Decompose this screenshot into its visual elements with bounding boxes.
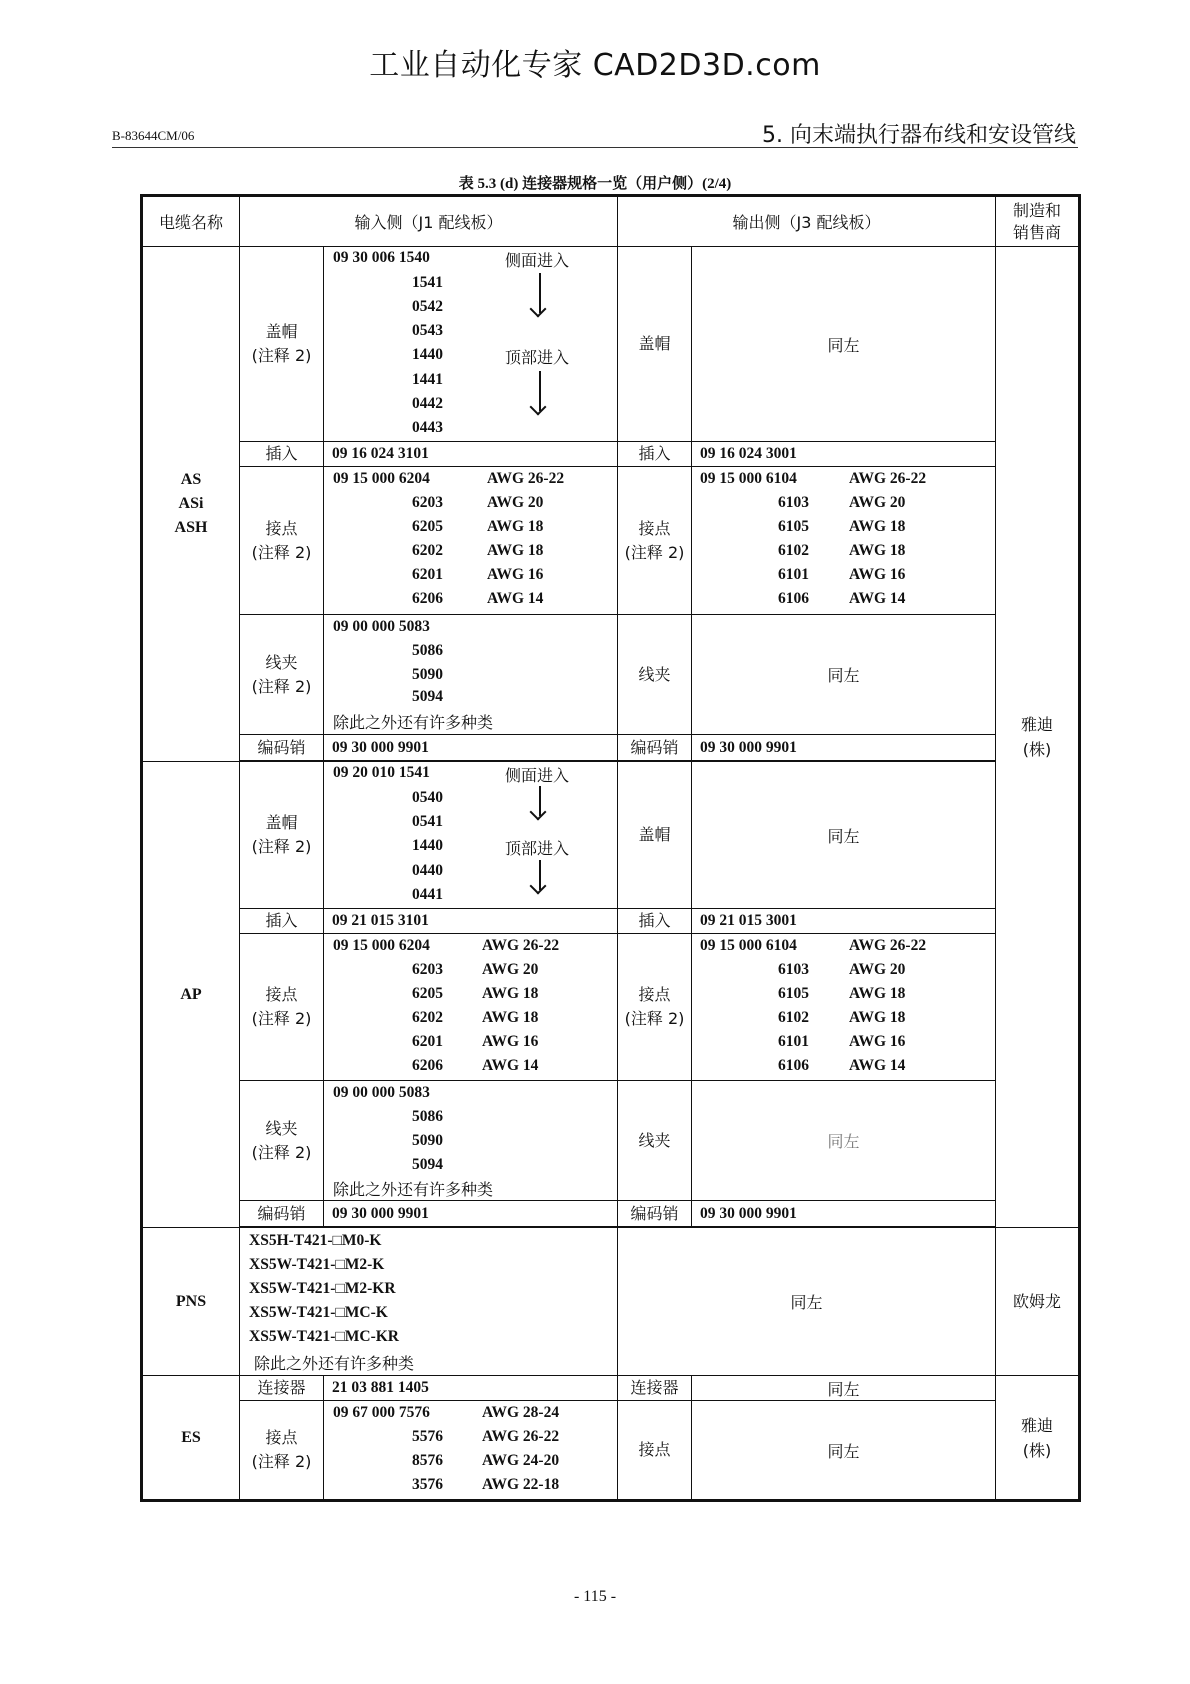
es-connector-input: 21 03 881 1405 xyxy=(324,1376,618,1401)
part-number: 8576 xyxy=(412,1452,443,1469)
ap-insert-row xyxy=(142,909,1080,934)
part-number: 3576 xyxy=(412,1476,443,1493)
contact-label: 接点 xyxy=(265,985,298,1004)
awg-size: AWG 14 xyxy=(487,590,544,607)
part-number: 5090 xyxy=(412,1132,443,1149)
awg-size: AWG 26-22 xyxy=(849,470,927,487)
es-connector-out-label: 连接器 xyxy=(618,1376,692,1401)
ap-clamp-output: 同左 xyxy=(692,1081,996,1201)
ap-clamp-label xyxy=(240,1081,324,1201)
part-number: 5090 xyxy=(412,666,443,683)
part-number: 09 00 000 5083 xyxy=(333,618,430,635)
note2-label: (注释 2) xyxy=(624,1009,685,1028)
awg-size: AWG 20 xyxy=(482,961,539,978)
top-entry-label: 顶部进入 xyxy=(505,348,570,367)
contact-label: 接点 xyxy=(638,985,671,1004)
arrow-down-icon xyxy=(539,371,541,411)
ap-cap-row xyxy=(142,762,1080,909)
part-number: 09 30 006 1540 xyxy=(333,249,430,266)
es-contact-input xyxy=(324,1401,618,1501)
top-entry-label: 顶部进入 xyxy=(505,839,570,858)
awg-size: AWG 18 xyxy=(482,1009,539,1026)
part-number: 09 15 000 6204 xyxy=(333,937,430,954)
ap-cap-input xyxy=(324,762,618,909)
part-number: 6205 xyxy=(412,518,443,535)
ap-coding-output: 09 30 000 9901 xyxy=(692,1201,996,1227)
awg-size: AWG 18 xyxy=(849,542,906,559)
ap-coding-row xyxy=(142,1201,1080,1227)
pns-row xyxy=(142,1228,1080,1376)
as-insert-output: 09 16 024 3001 xyxy=(692,442,996,467)
note2-label: (注释 2) xyxy=(251,542,312,562)
part-number: 5086 xyxy=(412,1108,443,1125)
maker-omron: 欧姆龙 xyxy=(996,1228,1080,1376)
as-cap-output: 同左 xyxy=(692,247,996,442)
ap-coding-out-label: 编码销 xyxy=(618,1201,692,1227)
part-number: XS5W-T421-□M2-K xyxy=(249,1256,385,1273)
ap-cap-label xyxy=(240,762,324,909)
pns-input xyxy=(240,1228,618,1376)
es-contact-output: 同左 xyxy=(692,1401,996,1501)
part-number: 5086 xyxy=(412,642,443,659)
note2-label: (注释 2) xyxy=(251,346,312,365)
ap-coding-input: 09 30 000 9901 xyxy=(324,1201,618,1227)
side-entry-label: 侧面进入 xyxy=(505,251,570,270)
part-number: 6206 xyxy=(412,590,443,607)
awg-size: AWG 22-18 xyxy=(482,1476,560,1493)
ap-insert-label: 插入 xyxy=(240,909,324,934)
part-number: 6202 xyxy=(412,542,443,559)
maker-harting-es: 雅迪 (株) xyxy=(996,1376,1080,1501)
awg-size: AWG 16 xyxy=(849,1033,906,1050)
awg-size: AWG 26-22 xyxy=(849,937,927,954)
as-coding-label: 编码销 xyxy=(240,735,324,761)
part-number: 0443 xyxy=(412,419,443,436)
awg-size: AWG 26-22 xyxy=(482,937,560,954)
header-cable-name: 电缆名称 xyxy=(142,196,240,247)
as-contact-out-label xyxy=(618,467,692,615)
awg-size: AWG 28-24 xyxy=(482,1404,560,1421)
ap-contact-label xyxy=(240,934,324,1081)
part-number: 09 00 000 5083 xyxy=(333,1084,430,1101)
awg-size: AWG 18 xyxy=(482,985,539,1002)
part-number: XS5W-T421-□MC-K xyxy=(249,1304,388,1321)
as-insert-out-label: 插入 xyxy=(618,442,692,467)
as-contact-label xyxy=(240,467,324,615)
as-clamp-row xyxy=(142,615,1080,735)
part-number: 6105 xyxy=(778,985,809,1002)
part-number: XS5W-T421-□M2-KR xyxy=(249,1280,396,1297)
part-number: 6106 xyxy=(778,1057,809,1074)
part-number: 6101 xyxy=(778,566,809,583)
as-contact-row xyxy=(142,467,1080,615)
as-cap-row xyxy=(142,247,1080,442)
header-maker: 制造和 销售商 xyxy=(996,196,1080,247)
part-number: 6206 xyxy=(412,1057,443,1074)
awg-size: AWG 18 xyxy=(487,518,544,535)
as-insert-input: 09 16 024 3101 xyxy=(324,442,618,467)
part-number: 6205 xyxy=(412,985,443,1002)
part-number: 6102 xyxy=(778,1009,809,1026)
ap-clamp-row xyxy=(142,1081,1080,1201)
ap-clamp-input xyxy=(324,1081,618,1201)
contact-label: 接点 xyxy=(265,1428,298,1447)
clamp-label: 线夹 xyxy=(265,652,298,672)
part-number: 0442 xyxy=(412,395,443,412)
part-number: 6201 xyxy=(412,1033,443,1050)
as-clamp-output: 同左 xyxy=(692,615,996,735)
awg-size: AWG 14 xyxy=(849,1057,906,1074)
part-number: 5094 xyxy=(412,688,443,705)
part-number: 0542 xyxy=(412,298,443,315)
part-number: 6103 xyxy=(778,961,809,978)
header-rule xyxy=(112,147,1078,148)
awg-size: AWG 24-20 xyxy=(482,1452,560,1469)
as-contact-input xyxy=(324,467,618,615)
note2-label: (注释 2) xyxy=(251,1009,312,1028)
as-clamp-input xyxy=(324,615,618,735)
es-connector-label: 连接器 xyxy=(240,1376,324,1401)
part-number: 6105 xyxy=(778,518,809,535)
ap-cap-output: 同左 xyxy=(692,762,996,909)
part-number: 6203 xyxy=(412,494,443,511)
part-number: 1440 xyxy=(412,346,443,363)
ap-coding-label: 编码销 xyxy=(240,1201,324,1227)
side-entry-label: 侧面进入 xyxy=(505,766,570,785)
many-others-note: 除此之外还有许多种类 xyxy=(254,1354,415,1373)
part-number: 6103 xyxy=(778,494,809,511)
arrow-down-icon xyxy=(539,786,541,816)
as-coding-output: 09 30 000 9901 xyxy=(692,735,996,761)
awg-size: AWG 18 xyxy=(487,542,544,559)
awg-size: AWG 14 xyxy=(482,1057,539,1074)
part-number: 09 15 000 6204 xyxy=(333,470,430,487)
as-coding-out-label: 编码销 xyxy=(618,735,692,761)
part-number: 1441 xyxy=(412,371,443,388)
es-connector-output: 同左 xyxy=(692,1376,996,1401)
pns-output: 同左 xyxy=(618,1228,996,1376)
arrow-down-icon xyxy=(539,860,541,890)
as-insert-label: 插入 xyxy=(240,442,324,467)
part-number: 6202 xyxy=(412,1009,443,1026)
part-number: 6101 xyxy=(778,1033,809,1050)
as-coding-row xyxy=(142,735,1080,761)
maker-harting: 雅迪 (株) xyxy=(996,247,1080,1228)
part-number: XS5W-T421-□MC-KR xyxy=(249,1328,399,1345)
es-contact-label xyxy=(240,1401,324,1501)
many-others-note: 除此之外还有许多种类 xyxy=(333,713,494,732)
as-cap-label xyxy=(240,247,324,442)
connector-spec-table xyxy=(140,194,1081,1502)
part-number: 09 67 000 7576 xyxy=(333,1404,430,1421)
part-number: 6102 xyxy=(778,542,809,559)
as-insert-row xyxy=(142,442,1080,467)
cable-name-ap: AP xyxy=(142,762,240,1228)
cable-name-pns: PNS xyxy=(142,1228,240,1376)
table-caption: 表 5.3 (d) 连接器规格一览（用户侧）(2/4) xyxy=(458,176,732,192)
as-clamp-label xyxy=(240,615,324,735)
note2-label: (注释 2) xyxy=(624,542,685,562)
part-number: 5576 xyxy=(412,1428,443,1445)
cable-name-as: AS ASi ASH xyxy=(142,247,240,762)
part-number: 6201 xyxy=(412,566,443,583)
part-number: 09 15 000 6104 xyxy=(700,937,797,954)
es-contact-row xyxy=(142,1401,1080,1501)
ap-clamp-out-label: 线夹 xyxy=(618,1081,692,1201)
arrow-down-icon xyxy=(539,273,541,313)
awg-size: AWG 16 xyxy=(849,566,906,583)
cable-name-es: ES xyxy=(142,1376,240,1501)
as-cap-out-label: 盖帽 xyxy=(618,247,692,442)
as-cap-input xyxy=(324,247,618,442)
note2-label: (注释 2) xyxy=(251,676,312,696)
header-output-side: 输出侧（J3 配线板） xyxy=(618,196,996,247)
part-number: 0440 xyxy=(412,862,443,879)
ap-insert-input: 09 21 015 3101 xyxy=(324,909,618,934)
clamp-label: 线夹 xyxy=(265,1118,298,1138)
part-number: 1541 xyxy=(412,274,443,291)
awg-size: AWG 14 xyxy=(849,590,906,607)
contact-label: 接点 xyxy=(265,518,298,538)
page-number: - 115 - xyxy=(573,1588,617,1605)
part-number: 5094 xyxy=(412,1156,443,1173)
contact-label: 接点 xyxy=(638,518,671,538)
awg-size: AWG 16 xyxy=(487,566,544,583)
ap-contact-output xyxy=(692,934,996,1081)
awg-size: AWG 18 xyxy=(849,985,906,1002)
ap-insert-out-label: 插入 xyxy=(618,909,692,934)
many-others-note: 除此之外还有许多种类 xyxy=(333,1180,494,1199)
as-coding-input: 09 30 000 9901 xyxy=(324,735,618,761)
part-number: 0541 xyxy=(412,813,443,830)
section-title: 5. 向末端执行器布线和安设管线 xyxy=(762,123,1076,148)
awg-size: AWG 20 xyxy=(849,494,906,511)
note2-label: (注释 2) xyxy=(251,837,312,856)
ap-insert-output: 09 21 015 3001 xyxy=(692,909,996,934)
note2-label: (注释 2) xyxy=(251,1452,312,1471)
as-contact-output xyxy=(692,467,996,615)
awg-size: AWG 26-22 xyxy=(487,470,565,487)
header-input-side: 输入侧（J1 配线板） xyxy=(240,196,618,247)
awg-size: AWG 26-22 xyxy=(482,1428,560,1445)
part-number: 1440 xyxy=(412,837,443,854)
ap-contact-input xyxy=(324,934,618,1081)
cap-label: 盖帽 xyxy=(265,322,298,341)
document-number: B-83644CM/06 xyxy=(112,128,195,143)
ap-contact-out-label xyxy=(618,934,692,1081)
awg-size: AWG 16 xyxy=(482,1033,539,1050)
awg-size: AWG 20 xyxy=(487,494,544,511)
as-clamp-out-label: 线夹 xyxy=(618,615,692,735)
part-number: 0543 xyxy=(412,322,443,339)
part-number: 09 20 010 1541 xyxy=(333,764,430,781)
table-header-row xyxy=(142,196,1080,247)
part-number: 0441 xyxy=(412,886,443,903)
site-title: 工业自动化专家 CAD2D3D.com xyxy=(369,48,821,83)
part-number: 6203 xyxy=(412,961,443,978)
ap-contact-row xyxy=(142,934,1080,1081)
es-connector-row xyxy=(142,1376,1080,1401)
note2-label: (注释 2) xyxy=(251,1142,312,1162)
awg-size: AWG 18 xyxy=(849,518,906,535)
part-number: XS5H-T421-□M0-K xyxy=(249,1232,382,1249)
part-number: 0540 xyxy=(412,789,443,806)
awg-size: AWG 20 xyxy=(849,961,906,978)
part-number: 6106 xyxy=(778,590,809,607)
awg-size: AWG 18 xyxy=(849,1009,906,1026)
es-contact-out-label: 接点 xyxy=(618,1401,692,1501)
cap-label: 盖帽 xyxy=(265,813,298,832)
part-number: 09 15 000 6104 xyxy=(700,470,797,487)
ap-cap-out-label: 盖帽 xyxy=(618,762,692,909)
